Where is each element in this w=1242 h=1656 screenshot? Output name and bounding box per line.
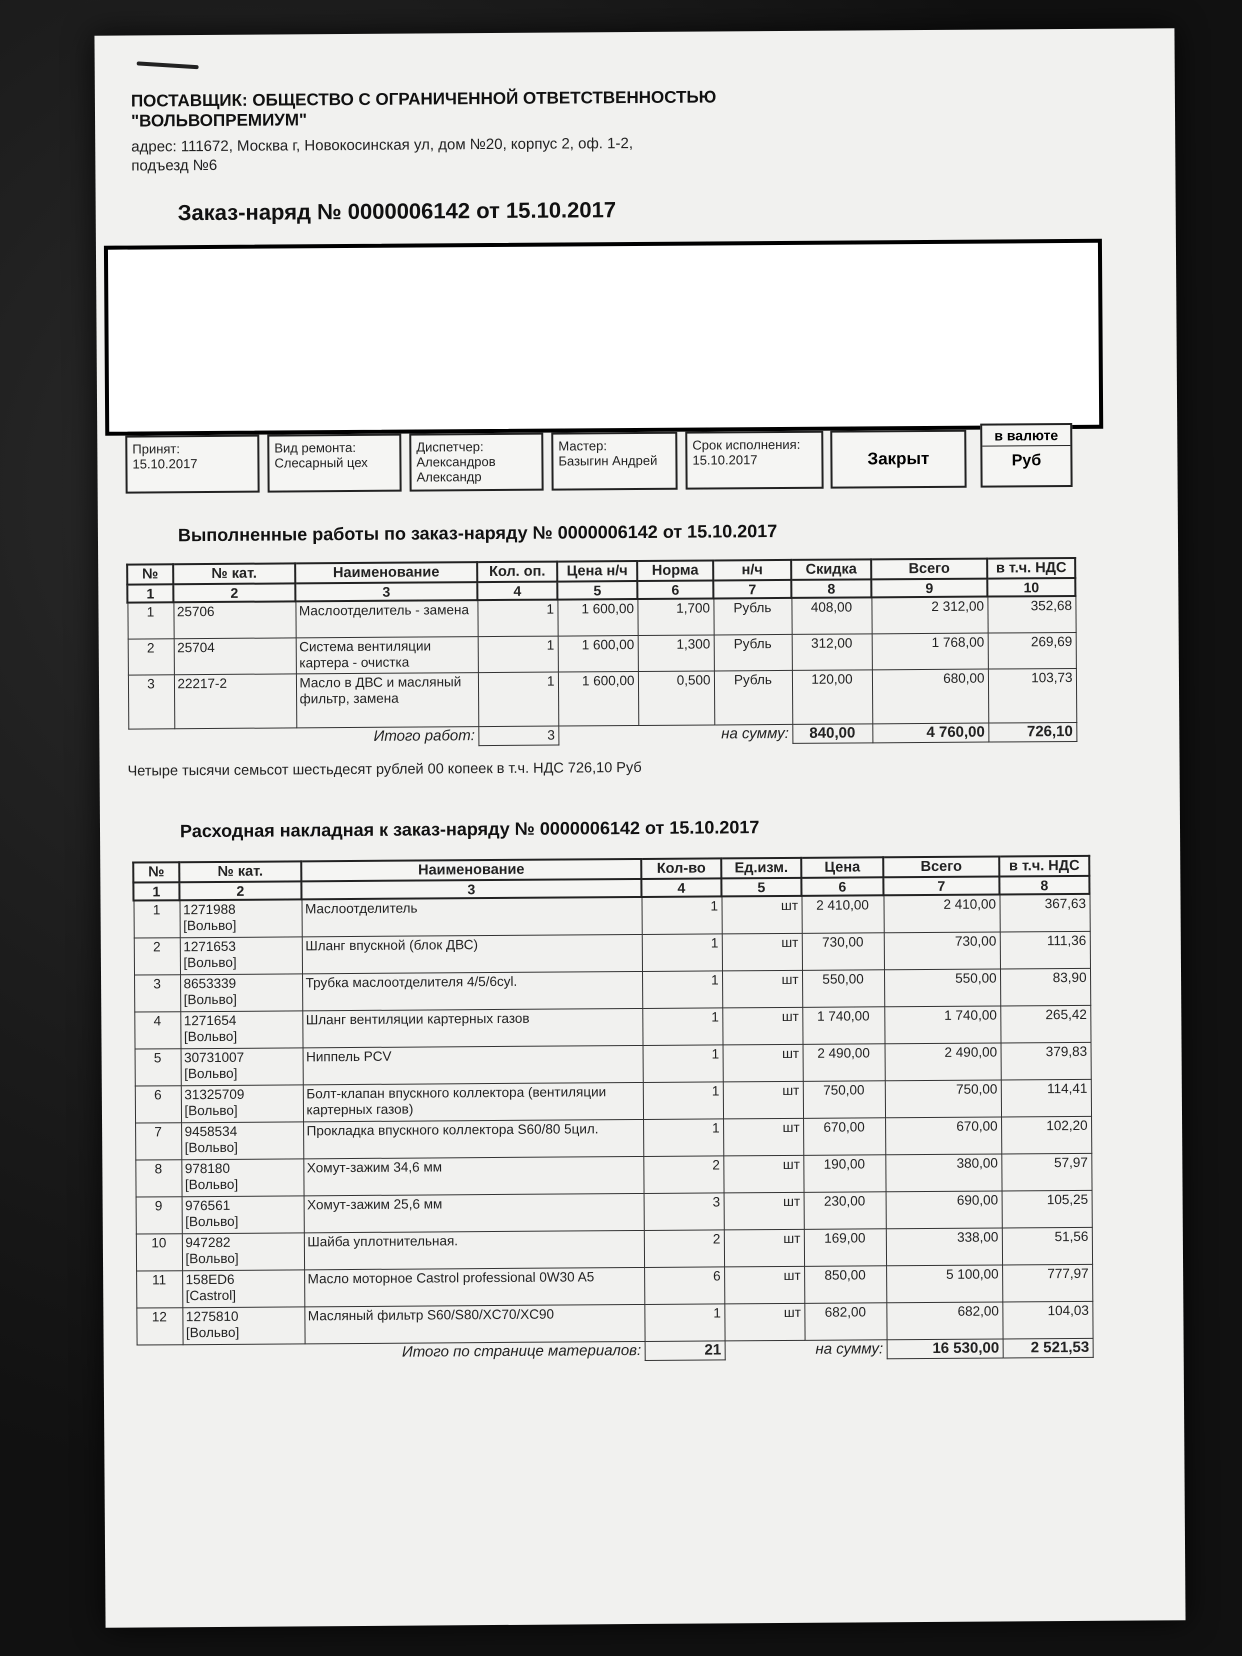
discount: 120,00 xyxy=(792,669,872,724)
works-col-header: № кат. xyxy=(173,563,295,584)
row-number: 5 xyxy=(135,1048,181,1085)
unit-price: 190,00 xyxy=(803,1154,885,1192)
material-name: Ниппель PCV xyxy=(303,1045,643,1084)
unit-price: 682,00 xyxy=(804,1302,886,1340)
brand-label: [Вольво] xyxy=(183,917,237,934)
works-col-header: н/ч xyxy=(713,560,791,581)
materials-col-index: 8 xyxy=(999,876,1089,895)
catalog-number: 22217-2 xyxy=(174,673,296,728)
master-label: Мастер: xyxy=(558,438,607,454)
row-number: 1 xyxy=(133,900,179,937)
materials-total-label: Итого по странице материалов: xyxy=(401,1341,642,1361)
row-total: 682,00 xyxy=(886,1301,1002,1339)
materials-col-header: в т.ч. НДС xyxy=(999,856,1089,877)
unit-of-measure: шт xyxy=(724,1192,804,1230)
works-total-discount: 840,00 xyxy=(792,723,872,743)
discount: 312,00 xyxy=(792,633,872,670)
status-badge: Закрыт xyxy=(830,430,966,489)
materials-col-header: Ед.изм. xyxy=(721,858,801,879)
operations-qty: 1 xyxy=(477,600,557,637)
materials-rows xyxy=(133,894,1092,1345)
materials-col-header: № кат. xyxy=(179,861,301,882)
catalog-cell xyxy=(179,899,301,937)
catalog-cell xyxy=(181,1158,303,1196)
material-name: Прокладка впускного коллектора S60/80 5цил. xyxy=(303,1119,643,1158)
supplier-line-1: ПОСТАВЩИК: ОБЩЕСТВО С ОГРАНИЧЕННОЙ ОТВЕТСТВЕННОСТЬЮ xyxy=(130,87,717,111)
unit-of-measure: шт xyxy=(722,970,802,1008)
table-row xyxy=(128,668,1076,729)
row-total: 680,00 xyxy=(872,669,988,724)
material-qty: 1 xyxy=(642,1007,722,1045)
row-total: 5 100,00 xyxy=(886,1264,1002,1302)
row-vat: 104,03 xyxy=(1002,1301,1092,1339)
materials-col-header: Цена xyxy=(801,857,883,878)
row-vat: 269,69 xyxy=(988,632,1076,669)
address-line-1: адрес: 111672, Москва г, Новокосинская ул, дом №20, корпус 2, оф. 1-2, xyxy=(131,135,634,156)
supplier-address xyxy=(131,132,951,176)
row-vat: 105,25 xyxy=(1002,1190,1092,1228)
unit-price: 550,00 xyxy=(802,969,884,1007)
redacted-block xyxy=(104,239,1103,436)
work-name: Масло в ДВС и масляный фильтр, замена xyxy=(296,672,478,727)
brand-label: [Вольво] xyxy=(184,1102,238,1118)
catalog-cell xyxy=(180,973,302,1011)
catalog-number: 9458534 xyxy=(184,1123,238,1139)
accepted-label: Принят: xyxy=(132,441,181,457)
row-number: 9 xyxy=(136,1196,182,1233)
works-col-header: № xyxy=(127,564,173,584)
master-box xyxy=(551,432,677,491)
materials-col-index: 1 xyxy=(133,882,179,900)
norm: 1,300 xyxy=(638,634,714,671)
works-sum-in-words: Четыре тысячи семьсот шестьдесят рублей 00 копеек в т.ч. НДС 726,10 Руб xyxy=(127,759,642,780)
catalog-number: 1271654 xyxy=(183,1012,237,1028)
catalog-cell xyxy=(181,1047,303,1085)
row-number: 3 xyxy=(128,674,174,728)
material-qty: 2 xyxy=(643,1155,723,1193)
materials-col-index: 3 xyxy=(301,879,641,899)
material-qty: 2 xyxy=(644,1229,724,1267)
catalog-cell xyxy=(181,1121,303,1159)
works-col-index: 3 xyxy=(295,582,477,601)
row-number: 8 xyxy=(135,1159,181,1196)
works-title: Выполненные работы по заказ-наряду № 0000006142 от 15.10.2017 xyxy=(177,521,778,546)
materials-total-qty: 21 xyxy=(645,1340,725,1360)
material-name: Хомут-зажим 34,6 мм xyxy=(303,1156,643,1195)
unit-price: 230,00 xyxy=(804,1191,886,1229)
unit-price: 169,00 xyxy=(804,1228,886,1266)
hour-unit: Рубль xyxy=(714,670,792,725)
materials-col-index: 6 xyxy=(801,877,883,896)
unit-of-measure: шт xyxy=(724,1266,804,1304)
row-vat: 777,97 xyxy=(1002,1264,1092,1302)
brand-label: [Вольво] xyxy=(183,1028,238,1044)
catalog-cell xyxy=(180,1010,302,1048)
discount: 408,00 xyxy=(791,597,871,634)
row-total: 550,00 xyxy=(884,968,1000,1006)
catalog-cell xyxy=(182,1306,304,1344)
material-name: Шайба уплотнительная. xyxy=(304,1230,644,1269)
works-col-index: 9 xyxy=(871,579,987,598)
catalog-number: 25704 xyxy=(174,637,296,674)
catalog-cell xyxy=(181,1084,303,1122)
row-total: 730,00 xyxy=(884,931,1000,969)
unit-price: 730,00 xyxy=(802,932,884,970)
unit-price: 850,00 xyxy=(804,1265,886,1303)
norm: 1,700 xyxy=(637,598,713,635)
works-col-index: 6 xyxy=(637,580,713,599)
row-number: 2 xyxy=(128,638,174,674)
hour-price: 1 600,00 xyxy=(558,635,638,672)
row-total: 750,00 xyxy=(885,1079,1001,1117)
deadline-box xyxy=(685,431,823,490)
dispatcher-label: Диспетчер: xyxy=(416,439,484,455)
works-col-header: в т.ч. НДС xyxy=(987,558,1075,579)
material-name: Шланг вентиляции картерных газов xyxy=(302,1008,642,1047)
materials-table xyxy=(132,855,1093,1364)
works-col-index: 2 xyxy=(173,583,295,602)
brand-label: [Вольво] xyxy=(185,1213,239,1229)
materials-col-index: 7 xyxy=(883,876,999,895)
material-name: Шланг впускной (блок ДВС) xyxy=(302,934,642,973)
unit-price: 750,00 xyxy=(803,1080,885,1118)
brand-label: [Вольво] xyxy=(185,1324,240,1340)
row-number: 2 xyxy=(134,937,180,974)
row-total: 380,00 xyxy=(885,1153,1001,1191)
brand-label: [Вольво] xyxy=(184,1065,238,1081)
catalog-cell xyxy=(180,936,302,974)
materials-col-header: Всего xyxy=(883,856,999,877)
hour-price: 1 600,00 xyxy=(557,599,637,636)
catalog-number: 1271653 xyxy=(183,938,236,954)
currency-box xyxy=(980,423,1072,488)
hour-price: 1 600,00 xyxy=(558,671,638,726)
works-col-header: Цена н/ч xyxy=(557,561,637,582)
unit-price: 2 410,00 xyxy=(801,895,883,933)
unit-of-measure: шт xyxy=(723,1118,803,1156)
works-table xyxy=(126,557,1077,748)
works-col-index: 7 xyxy=(713,580,791,599)
row-total: 690,00 xyxy=(886,1190,1002,1228)
hour-unit: Рубль xyxy=(713,598,791,635)
works-total-vat: 726,10 xyxy=(988,722,1076,742)
brand-label: [Вольво] xyxy=(184,1176,239,1192)
catalog-number: 30731007 xyxy=(184,1049,245,1065)
work-name: Система вентиляции картера - очистка xyxy=(296,636,478,673)
works-col-header: Всего xyxy=(871,559,987,580)
row-vat: 379,83 xyxy=(1001,1042,1091,1080)
row-total: 2 312,00 xyxy=(871,597,987,634)
brand-label: [Castrol] xyxy=(185,1287,237,1303)
material-qty: 1 xyxy=(643,1081,723,1119)
material-qty: 1 xyxy=(643,1044,723,1082)
brand-label: [Вольво] xyxy=(185,1250,239,1266)
works-total-qty: 3 xyxy=(478,726,558,746)
operations-qty: 1 xyxy=(478,636,558,673)
catalog-number: 947282 xyxy=(185,1234,231,1250)
row-number: 11 xyxy=(136,1270,182,1307)
row-vat: 103,73 xyxy=(988,668,1076,723)
row-total: 2 490,00 xyxy=(885,1042,1001,1080)
catalog-number: 31325709 xyxy=(184,1086,245,1102)
master-value: Базыгин Андрей xyxy=(558,452,658,469)
row-vat: 367,63 xyxy=(999,894,1089,932)
repair-type-box xyxy=(267,434,401,493)
unit-of-measure: шт xyxy=(722,1007,802,1045)
material-name: Маслоотделитель xyxy=(301,897,641,936)
catalog-number: 978180 xyxy=(184,1160,230,1176)
unit-of-measure: шт xyxy=(724,1303,804,1341)
unit-price: 1 740,00 xyxy=(802,1006,884,1044)
order-title: Заказ-наряд № 0000006142 от 15.10.2017 xyxy=(177,197,617,226)
works-col-header: Норма xyxy=(637,560,713,581)
materials-col-header: Кол-во xyxy=(641,858,721,879)
supplier-name xyxy=(131,86,951,132)
catalog-cell xyxy=(182,1195,304,1233)
material-qty: 1 xyxy=(642,970,722,1008)
unit-of-measure: шт xyxy=(723,1155,803,1193)
works-col-header: Кол. оп. xyxy=(477,562,557,583)
material-name: Болт-клапан впускного коллектора (вентиляции картерных газов) xyxy=(303,1082,643,1121)
supplier-line-2: "ВОЛЬВОПРЕМИУМ" xyxy=(130,110,308,131)
row-vat: 51,56 xyxy=(1002,1227,1092,1265)
order-info-row xyxy=(125,428,1165,499)
work-name: Маслоотделитель - замена xyxy=(295,600,477,637)
materials-col-index: 5 xyxy=(721,878,801,897)
materials-col-index: 4 xyxy=(641,878,721,897)
row-total: 1 768,00 xyxy=(872,633,988,670)
material-qty: 3 xyxy=(644,1192,724,1230)
catalog-number: 25706 xyxy=(173,601,295,638)
repair-type-label: Вид ремонта: xyxy=(274,439,356,456)
row-number: 7 xyxy=(135,1122,181,1159)
currency-value: Руб xyxy=(1011,452,1042,470)
unit-of-measure: шт xyxy=(723,1081,803,1119)
operations-qty: 1 xyxy=(478,672,558,727)
catalog-number: 1275810 xyxy=(185,1308,239,1324)
material-name: Трубка маслоотделителя 4/5/6cyl. xyxy=(302,971,642,1010)
repair-type-value: Слесарный цех xyxy=(274,454,368,471)
catalog-number: 8653339 xyxy=(183,975,237,991)
works-total-label: Итого работ: xyxy=(373,726,475,745)
materials-col-index: 2 xyxy=(179,881,301,900)
unit-of-measure: шт xyxy=(724,1229,804,1267)
row-number: 10 xyxy=(136,1233,182,1270)
row-vat: 102,20 xyxy=(1001,1116,1091,1154)
row-total: 670,00 xyxy=(885,1116,1001,1154)
material-name: Масляный фильтр S60/S80/XC70/XC90 xyxy=(304,1304,644,1343)
material-qty: 1 xyxy=(644,1303,724,1341)
dispatcher-value: Александров Александр xyxy=(416,453,496,485)
works-sum-label: на сумму: xyxy=(721,724,789,742)
materials-col-header: Наименование xyxy=(301,859,641,881)
works-col-index: 5 xyxy=(557,581,637,600)
material-name: Хомут-зажим 25,6 мм xyxy=(304,1193,644,1232)
works-col-header: Наименование xyxy=(295,562,477,583)
materials-sum-label: на сумму: xyxy=(815,1339,884,1358)
works-col-index: 8 xyxy=(791,579,871,598)
works-col-index: 10 xyxy=(987,578,1075,597)
brand-label: [Вольво] xyxy=(184,1139,238,1155)
row-total: 1 740,00 xyxy=(884,1005,1000,1043)
row-vat: 114,41 xyxy=(1001,1079,1091,1117)
hour-unit: Рубль xyxy=(714,634,792,671)
row-vat: 352,68 xyxy=(987,596,1075,633)
row-total: 2 410,00 xyxy=(883,894,999,932)
works-col-index: 1 xyxy=(127,584,173,602)
material-qty: 6 xyxy=(644,1266,724,1304)
materials-title: Расходная накладная к заказ-наряду № 0000006142 от 15.10.2017 xyxy=(179,817,760,842)
works-col-header: Скидка xyxy=(791,559,871,580)
material-name: Масло моторное Castrol professional 0W30 A5 xyxy=(304,1267,644,1306)
row-number: 1 xyxy=(127,602,173,638)
materials-total-sum: 16 530,00 xyxy=(887,1338,1003,1358)
works-total-sum: 4 760,00 xyxy=(872,723,988,743)
brand-label: [Вольво] xyxy=(183,991,237,1007)
material-qty: 1 xyxy=(643,1118,723,1156)
materials-col-header: № xyxy=(133,862,179,882)
row-vat: 265,42 xyxy=(1000,1005,1090,1043)
materials-total-vat: 2 521,53 xyxy=(1003,1338,1093,1358)
row-number: 12 xyxy=(136,1307,182,1344)
catalog-number: 1271988 xyxy=(183,901,236,918)
row-total: 338,00 xyxy=(886,1227,1002,1265)
accepted-box xyxy=(125,435,259,494)
row-number: 4 xyxy=(134,1011,180,1048)
catalog-cell xyxy=(182,1269,304,1307)
catalog-number: 158ED6 xyxy=(185,1271,235,1287)
unit-of-measure: шт xyxy=(722,933,802,971)
pen-mark xyxy=(137,61,199,69)
norm: 0,500 xyxy=(638,670,714,725)
row-vat: 57,97 xyxy=(1001,1153,1091,1191)
works-col-index: 4 xyxy=(477,582,557,601)
invoice-page xyxy=(94,28,1185,1628)
material-qty: 1 xyxy=(642,933,722,971)
catalog-cell xyxy=(182,1232,304,1270)
row-number: 6 xyxy=(135,1085,181,1122)
row-vat: 111,36 xyxy=(1000,931,1090,969)
unit-of-measure: шт xyxy=(723,1044,803,1082)
row-vat: 83,90 xyxy=(1000,968,1090,1006)
brand-label: [Вольво] xyxy=(183,954,237,970)
accepted-value: 15.10.2017 xyxy=(132,456,198,472)
row-number: 3 xyxy=(134,974,180,1011)
catalog-number: 976561 xyxy=(185,1197,231,1213)
unit-price: 2 490,00 xyxy=(803,1043,885,1081)
dispatcher-box xyxy=(409,433,543,492)
unit-price: 670,00 xyxy=(803,1117,885,1155)
material-qty: 1 xyxy=(641,896,721,934)
deadline-value: 15.10.2017 xyxy=(692,452,758,468)
currency-label: в валюте xyxy=(982,425,1070,447)
address-line-2: подъезд №6 xyxy=(131,156,218,175)
unit-of-measure: шт xyxy=(721,896,801,934)
deadline-label: Срок исполнения: xyxy=(692,436,801,453)
